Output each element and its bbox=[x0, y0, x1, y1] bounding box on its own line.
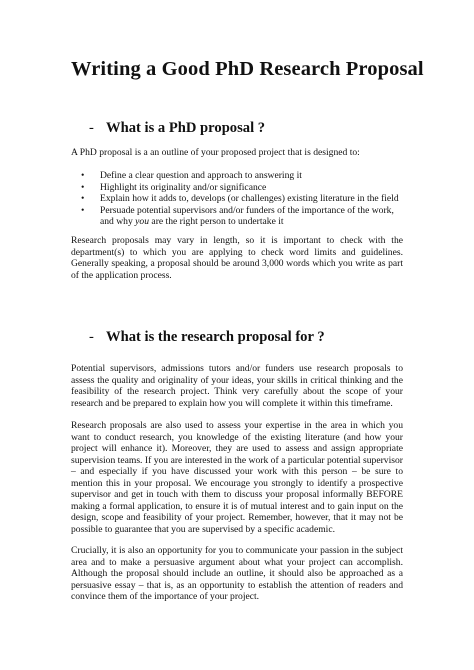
list-item-text: Define a clear question and approach to answering it bbox=[100, 170, 302, 181]
length-paragraph: Research proposals may vary in length, so it is important to check with the department(s) to which you are applying to check word limits and guidelines. Generally speaking, a proposal should be around 3,000 words which you write as part of the application process. bbox=[71, 235, 403, 281]
list-item-text: Highlight its originality and/or significance bbox=[100, 181, 267, 193]
emphasis-text: you bbox=[135, 216, 150, 227]
purpose-paragraph: Potential supervisors, admissions tutors and/or funders use research proposals to assess the quality and originality of your ideas, your skills in critical thinking and the feasibility of the research project. Think very carefully about the scope of your research and be prepared to explain how you will complete it within this timeframe. bbox=[71, 363, 403, 409]
bullet-icon: • bbox=[81, 204, 85, 216]
section-heading-what-is-for bbox=[89, 329, 409, 346]
list-item-text: Explain how it adds to, develops (or challenges) existing literature in the field bbox=[100, 193, 399, 204]
heading-dash: - bbox=[89, 120, 94, 136]
section-heading-what-is-proposal bbox=[89, 120, 409, 137]
heading-text: What is a PhD proposal ? bbox=[106, 120, 266, 136]
list-item bbox=[71, 182, 403, 194]
heading-dash: - bbox=[89, 329, 94, 345]
list-item-text-part: Persuade potential supervisors and/or funders of the importance of the work, and why bbox=[100, 204, 394, 227]
opportunity-paragraph: Crucially, it is also an opportunity for you to communicate your passion in the subject area and to make a persuasive argument about what your project can accomplish. Although the proposal should include an outline, it should also be approached as a persuasive essay – that is, as an opportunity to establish the attention of readers and convince them of the importance of your project. bbox=[71, 545, 403, 602]
list-item bbox=[71, 205, 403, 228]
expertise-paragraph: Research proposals are also used to assess your expertise in the area in which you want to conduct research, you knowledge of the existing literature (and how your project will enhance it). Moreover, they are used to assess and assign appropriate supervision teams. If you are interested in the work of a particular potential supervisor – and especially if you have discussed your work with this person – be sure to mention this in your proposal. We encourage you strongly to identify a prospective supervisor and get in touch with them to discuss your proposal informally BEFORE making a formal application, to ensure it is of mutual interest and to gain input on the design, scope and feasibility of your project. Remember, however, that it may not be possible to guarantee that you are supervised by a specific academic. bbox=[71, 420, 403, 535]
list-item-text bbox=[100, 205, 394, 228]
heading-text: What is the research proposal for ? bbox=[106, 329, 325, 345]
list-item-text-part: are the right person to undertake it bbox=[149, 216, 284, 227]
list-item bbox=[71, 193, 403, 205]
document-title: Writing a Good PhD Research Proposal bbox=[71, 58, 424, 80]
bullet-icon: • bbox=[81, 170, 85, 181]
list-item bbox=[71, 170, 403, 182]
bullet-icon: • bbox=[81, 181, 85, 193]
intro-paragraph: A PhD proposal is a an outline of your proposed project that is designed to: bbox=[71, 147, 360, 158]
purpose-bullet-list bbox=[71, 170, 403, 228]
bullet-icon: • bbox=[81, 193, 85, 204]
